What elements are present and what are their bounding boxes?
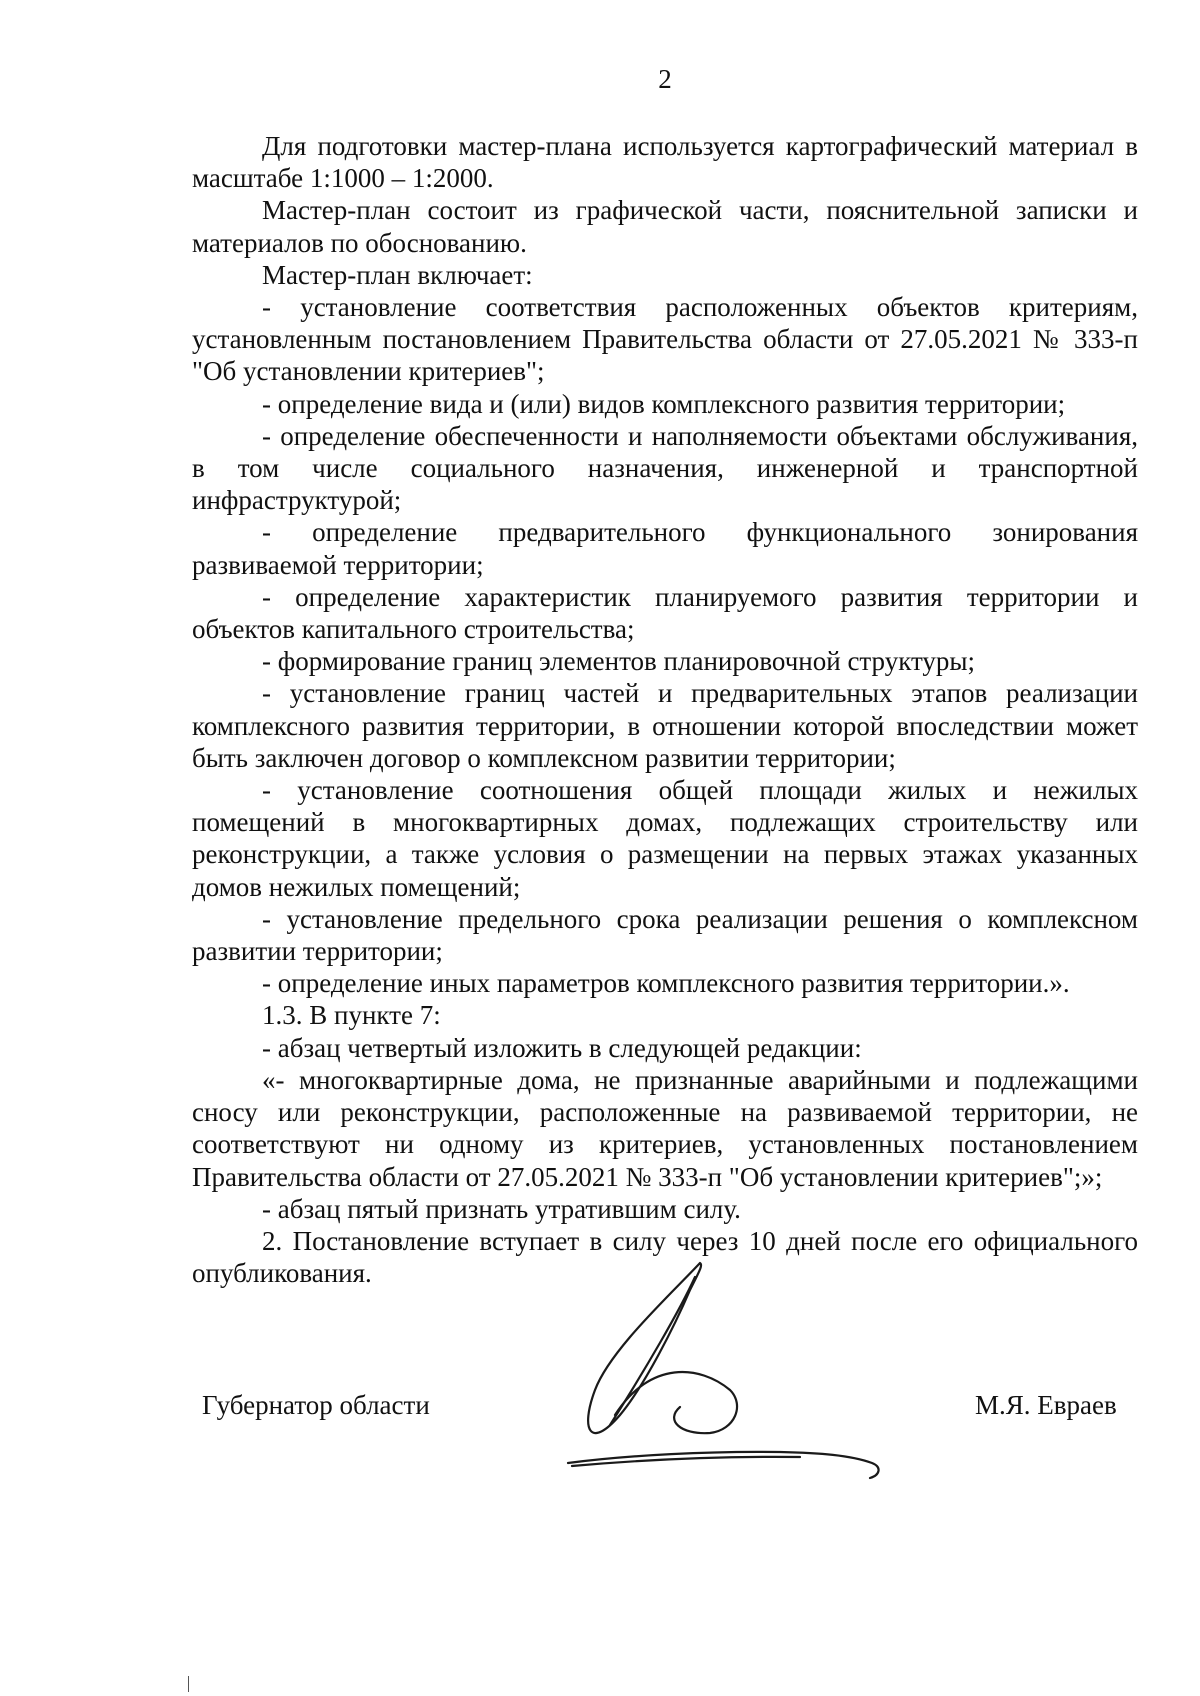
clause-paragraph-five-repeal: - абзац пятый признать утратившим силу. xyxy=(262,1193,741,1224)
page-number: 2 xyxy=(658,64,672,94)
list-item-structure-boundaries: - формирование границ элементов планировочной структуры; xyxy=(262,646,976,677)
handwritten-signature xyxy=(550,1255,930,1505)
clause-1-3-heading: 1.3. В пункте 7: xyxy=(262,1000,441,1031)
document-body xyxy=(192,130,1138,1289)
list-item-development-characteristics: - определение характеристик планируемого развития территории и объектов капитального строительства; xyxy=(192,581,1138,645)
clause-2-entry-into-force: 2. Постановление вступает в силу через 10 дней после его официального опубликования. xyxy=(192,1225,1138,1289)
signatory-name: М.Я. Евраев xyxy=(975,1390,1117,1420)
list-item-deadline: - установление предельного срока реализации решения о комплексном развитии территории; xyxy=(192,903,1138,967)
clause-quoted-text: «- многоквартирные дома, не признанные аварийными и подлежащими сносу или реконструкции, расположенные на развиваемой территории, не соответствуют ни одному из критериев, установленных постановлением Правительства области от 27.05.2021 № 333-п "Об установлении критериев";»; xyxy=(192,1064,1138,1192)
list-item-functional-zoning: - определение предварительного функционального зонирования развиваемой территории; xyxy=(192,517,1138,580)
list-item-criteria-compliance: - установление соответствия расположенных объектов критериям, установленным постановлением Правительства области от 27.05.2021 № 333-п "Об установлении критериев"; xyxy=(192,292,1138,387)
list-item-floor-area-ratio: - установление соотношения общей площади жилых и нежилых помещений в многоквартирных домах, подлежащих строительству или реконструкции, а также условия о размещении на первых этажах указанных домов нежилых помещений; xyxy=(192,775,1138,902)
signatory-position: Губернатор области xyxy=(202,1390,430,1420)
list-item-development-type: - определение вида и (или) видов комплексного развития территории; xyxy=(262,388,1066,419)
list-item-other-parameters: - определение иных параметров комплексного развития территории.». xyxy=(262,968,1070,999)
list-item-service-provision: - определение обеспеченности и наполняемости объектами обслуживания, в том числе социального назначения, инженерной и транспортной инфраструктурой; xyxy=(192,420,1138,516)
list-item-implementation-stages: - установление границ частей и предварительных этапов реализации комплексного развития территории, в отношении которой впоследствии может быть заключен договор о комплексном развитии территории; xyxy=(192,678,1138,773)
paragraph-cartographic-material: Для подготовки мастер-плана используется картографический материал в масштабе 1:1000 – 1:2000. xyxy=(192,131,1138,194)
clause-paragraph-four-amendment: - абзац четвертый изложить в следующей редакции: xyxy=(262,1032,862,1063)
paragraph-master-plan-composition: Мастер-план состоит из графической части, пояснительной записки и материалов по обоснованию. xyxy=(192,195,1138,258)
paragraph-master-plan-includes: Мастер-план включает: xyxy=(262,259,533,290)
scan-artifact-mark xyxy=(188,1676,189,1692)
